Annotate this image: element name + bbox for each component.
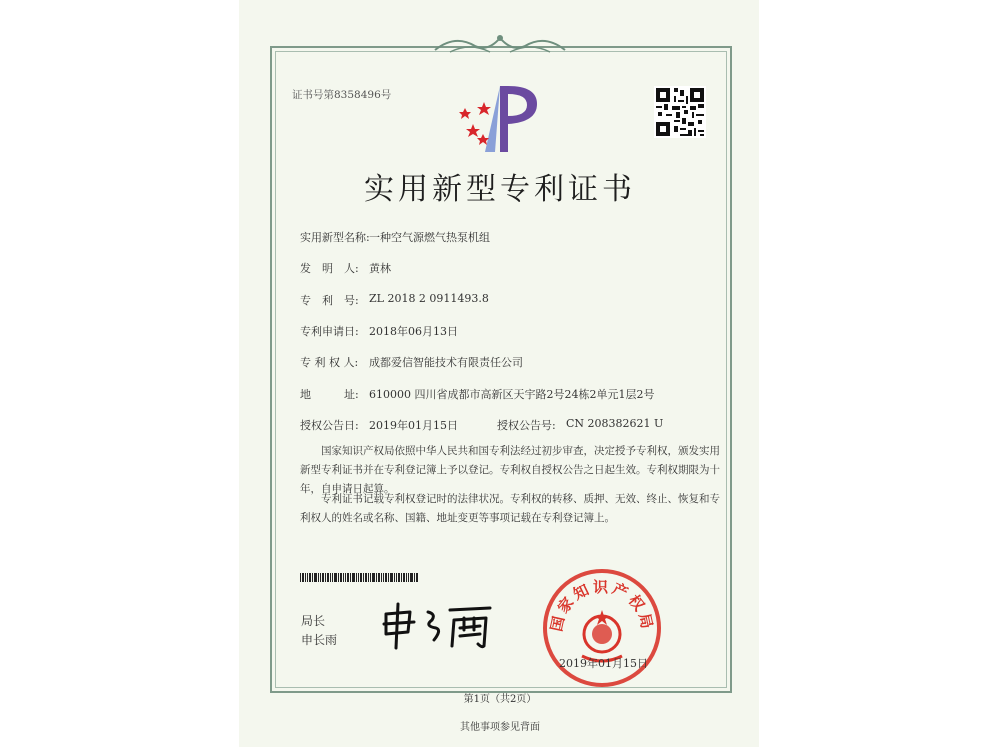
barcode — [300, 573, 418, 582]
grant-date-value: 2019年01月15日 — [369, 419, 458, 432]
patent-number-value: ZL 2018 2 0911493.8 — [369, 292, 489, 305]
grant-number-label: 授权公告号: — [497, 419, 556, 432]
utility-model-name-value: 一种空气源燃气热泵机组 — [369, 231, 490, 244]
filing-date-value: 2018年06月13日 — [369, 325, 458, 338]
inventor-label: 发 明 人: — [300, 262, 359, 275]
body-paragraph-1: 国家知识产权局依照中华人民共和国专利法经过初步审查，决定授予专利权，颁发实用新型专利证书并在专利登记簿上予以登记。专利权自授权公告之日起生效。专利权期限为十年，自申请日起算。 — [300, 445, 720, 495]
director-signature — [380, 600, 500, 652]
utility-model-name-label: 实用新型名称: — [300, 231, 370, 244]
director-title: 局长 — [301, 614, 326, 628]
page-title: 实用新型专利证书 — [364, 172, 636, 207]
grant-date-label: 授权公告日: — [300, 419, 359, 432]
seal-date: 2019年01月15日 — [559, 657, 648, 670]
certificate-number: 证书号第8358496号 — [292, 89, 392, 101]
body-paragraph-2: 专利证书记载专利权登记时的法律状况。专利权的转移、质押、无效、终止、恢复和专利权人的姓名或名称、国籍、地址变更等事项记载在专利登记簿上。 — [300, 493, 720, 524]
official-red-seal — [540, 566, 664, 690]
address-value: 610000 四川省成都市高新区天宇路2号24栋2单元1层2号 — [369, 388, 655, 401]
director-name: 申长雨 — [301, 633, 338, 647]
footer-note: 其他事项参见背面 — [460, 722, 540, 733]
patent-number-label: 专 利 号: — [300, 294, 359, 307]
top-ornament — [430, 30, 570, 58]
address-label: 地 址: — [300, 388, 359, 401]
grant-number-value: CN 208382621 U — [566, 417, 664, 430]
qr-code — [654, 86, 706, 138]
patentee-label: 专 利 权 人: — [300, 356, 359, 369]
filing-date-label: 专利申请日: — [300, 325, 359, 338]
page-number: 第1页（共2页） — [463, 694, 537, 705]
seal-text: 国家知识产权局 — [547, 578, 657, 634]
patentee-value: 成都爱信智能技术有限责任公司 — [369, 356, 523, 369]
cnipa-logo — [455, 84, 545, 154]
inventor-value: 黄林 — [369, 262, 391, 275]
